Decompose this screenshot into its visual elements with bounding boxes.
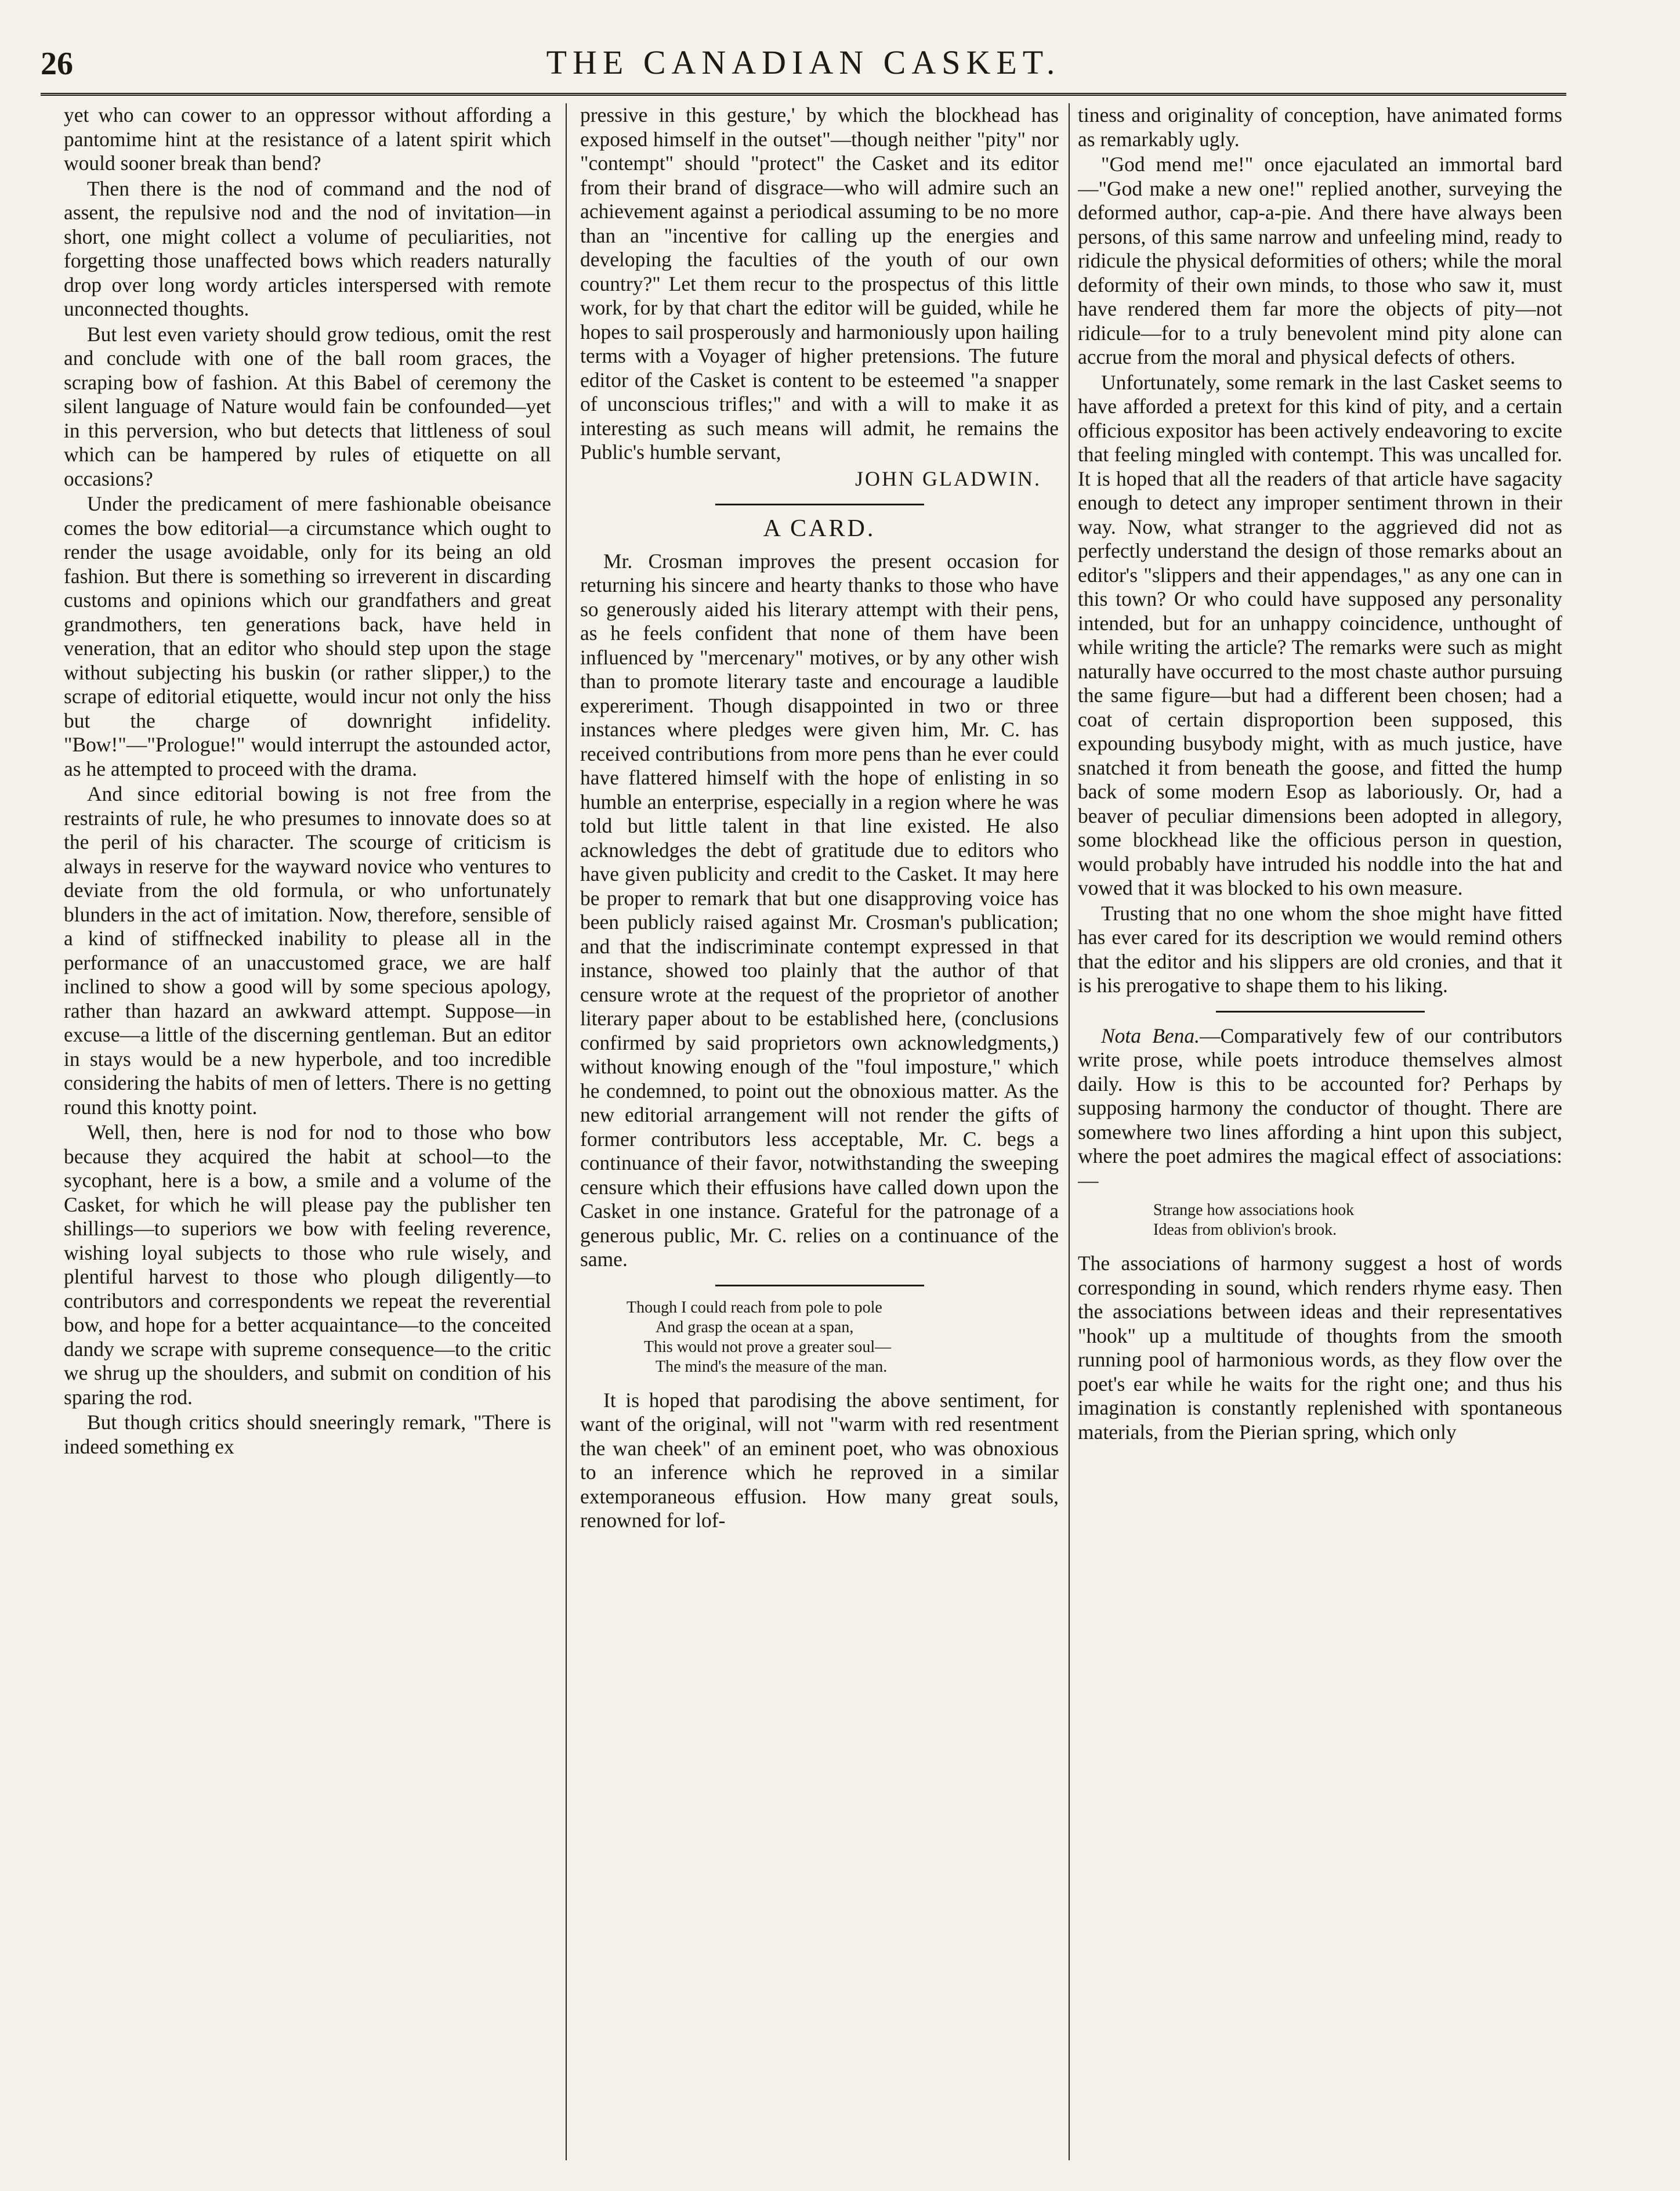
paragraph: pressive in this gesture,' by which the blockhead has exposed himself in the outset"—though neither "pity" nor "contempt" should "protect" the Casket and its editor from their brand of disgrace—who will admire such an achievement against a periodical assuming to be no more than an "incentive for calling up the energies and developing the faculties of the youth of our own country?" Let them recur to the prospectus of this little work, for by that chart the editor will be guided, while he hopes to sail prosperously and harmoniously upon hailing terms with a Voyager of higher pretensions. The future editor of the Casket is content to be esteemed "a snapper of unconscious trifles;" and with a will to make it as interesting as such means will admit, he remains the Public's humble servant, xyxy=(580,103,1059,464)
column-divider xyxy=(566,103,567,2160)
header-rule xyxy=(41,93,1566,98)
paragraph: tiness and originality of conception, have animated forms as remarkably ugly. xyxy=(1078,103,1562,151)
column-left xyxy=(64,103,551,2160)
verse-line: The mind's the measure of the man. xyxy=(656,1357,888,1376)
page-header xyxy=(41,35,1566,93)
paragraph: And since editorial bowing is not free from the restraints of rule, he who presumes to innovate does so at the peril of his character. The scourge of criticism is always in reserve for the wayward novice who ventures to deviate from the old formula, or who unfortunately blunders in the act of imitation. Now, therefore, sensible of a kind of stiffnecked inability to please all in the performance of an unaccustomed grace, we are half inclined to show a good will by some specious apology, rather than hazard an awkward attempt. Suppose—in excuse—a little of the discerning gentleman. But an editor in stays would be a new hyperbole, and too incredible considering the habits of men of letters. There is no getting round this knotty point. xyxy=(64,782,551,1119)
paragraph: Mr. Crosman improves the present occasion for returning his sincere and hearty thanks to those who have so generously aided his literary attempt with their pens, as he feels confident that none of them have been influenced by "mercenary" motives, or by any other wish than to promote literary taste and encourage a laudible expereriment. Though disappointed in two or three instances where pledges were given him, Mr. C. has received contributions from more pens than he ever could have flattered himself with the hope of enlisting in so humble an enterprise, especially in a region where he was told but little talent in that line existed. He also acknowledges the debt of gratitude due to editors who have given publicity and credit to the Casket. It may here be proper to remark that but one disapproving voice has been publicly raised against Mr. Crosman's publication; and that the indiscriminate contempt expressed in that instance, showed too plainly that the author of that censure wrote at the request of the proprietor of another literary paper about to be established here, (conclusions confirmed by said proprietors own acknowledgments,) without knowing enough of the "foul imposture," which he condemned, to point out the obnoxious matter. As the new editorial arrangement will not render the gifts of former contributors less acceptable, Mr. C. begs a continuance of their favor, notwithstanding the sweeping censure which their effusions have called down upon the Casket in one instance. Grateful for the patronage of a generous public, Mr. C. relies on a continuance of the same. xyxy=(580,549,1059,1271)
section-rule xyxy=(1216,1011,1425,1013)
paragraph-text: —Comparatively few of our contributors write prose, while poets introduce themselves almost daily. How is this to be accounted for? Perhaps by supposing harmony the conductor of thought. There are somewhere two lines affording a hint upon this subject, where the poet admires the magical effect of associations:— xyxy=(1078,1024,1562,1192)
paragraph: Trusting that no one whom the shoe might have fitted has ever cared for its description we would remind others that the editor and his slippers are old cronies, and that it is his prerogative to shape them to his liking. xyxy=(1078,901,1562,997)
verse-line: This would not prove a greater soul— xyxy=(644,1337,892,1356)
verse-line: Though I could reach from pole to pole xyxy=(627,1298,882,1317)
paragraph: It is hoped that parodising the above sentiment, for want of the original, will not "warm with red resentment the wan cheek" of an eminent poet, who was obnoxious to an inference which he reproved in a similar extemporaneous effusion. How many great souls, renowned for lof- xyxy=(580,1388,1059,1532)
paragraph: Unfortunately, some remark in the last Casket seems to have afforded a pretext for this kind of pity, and a certain officious expositor has been actively endeavoring to excite that feeling mingled with contempt. This was uncalled for. It is hoped that all the readers of that article have sagacity enough to detect any improper sentiment thrown in their way. Now, what stranger to the aggrieved did not as perfectly understand the design of those remarks about an editor's "slippers and their appendages," as any one can in this town? Or who could have supposed any personality intended, but for an unhappy coincidence, unthought of while writing the article? The remarks were such as might naturally have occurred to the most chaste author pursuing the same figure—but had a different been chosen; had a coat of certain disproportion been supposed, this expounding busybody might, with as much justice, have snatched it from beneath the goose, and fitted the hump back of some modern Esop as laboriously. Or, had a beaver of peculiar dimensions been adopted in allegory, some blockhead like the officious person in question, would probably have intruded his noddle into the hat and vowed that it was blocked to his own measure. xyxy=(1078,370,1562,899)
running-title: THE CANADIAN CASKET. xyxy=(546,44,1061,81)
column-right xyxy=(1078,103,1562,2160)
paragraph: Well, then, here is nod for nod to those who bow because they acquired the habit at school—to the sycophant, here is a bow, a smile and a volume of the Casket, for which he will please pay the publisher ten shillings—to superiors we bow with feeling reverence, wishing loyal subjects to those who rule wisely, and plentiful harvest to those who plough diligently—to contributors and correspondents we repeat the reverential bow, and hope for a better acquaintance—to the conceited dandy we scrape with supreme consequence—to the critic we shrug up the shoulders, and submit on condition of his sparing the rod. xyxy=(64,1120,551,1409)
paragraph: Under the predicament of mere fashionable obeisance comes the bow editorial—a circumstance which ought to render the usage avoidable, only for its being an old fashion. But there is something so irreverent in discarding customs and opinions which our grandfathers and great grandmothers, ten generations back, have held in veneration, that an editor who should step upon the stage without subjecting his buskin (or rather slipper,) to the scrape of editorial etiquette, would incur not only the hiss but the charge of downright infidelity. "Bow!"—"Prologue!" would interrupt the astounded actor, as he attempted to proceed with the drama. xyxy=(64,492,551,780)
paragraph: But though critics should sneeringly remark, "There is indeed something ex xyxy=(64,1411,551,1458)
verse-line: Strange how associations hook xyxy=(1153,1201,1355,1219)
paragraph: Then there is the nod of command and the nod of assent, the repulsive nod and the nod of invitation—in short, one might collect a volume of peculiarities, not forgetting those unaffected bows which readers naturally drop over long wordy articles interspersed with remote unconnected thoughts. xyxy=(64,176,551,320)
paragraph: yet who can cower to an oppressor without affording a pantomime hint at the resistance of a latent spirit which would sooner break than bend? xyxy=(64,103,551,175)
verse xyxy=(580,1298,1059,1377)
paragraph: But lest even variety should grow tedious, omit the rest and conclude with one of the ball room graces, the scraping bow of fashion. At this Babel of ceremony the silent language of Nature would fain be confounded—yet in this perversion, who but detects that littleness of soul which can be hampered by rules of etiquette on all occasions? xyxy=(64,322,551,490)
section-rule xyxy=(715,1285,924,1286)
verse-line: Ideas from oblivion's brook. xyxy=(1153,1221,1337,1239)
section-heading: A CARD. xyxy=(763,515,876,542)
page-number: 26 xyxy=(41,46,73,82)
paragraph xyxy=(1078,1024,1562,1193)
column-divider xyxy=(1069,103,1070,2160)
signature: JOHN GLADWIN. xyxy=(855,467,1041,490)
nota-bena-label: Nota Bena. xyxy=(1101,1024,1200,1047)
section-rule xyxy=(715,504,924,505)
column-middle xyxy=(580,103,1059,2160)
paragraph: "God mend me!" once ejaculated an immortal bard—"God make a new one!" replied another, surveying the deformed author, cap-a-pie. And there have always been persons, of this same narrow and unfeeling mind, ready to ridicule the physical deformities of others; while the moral deformity of their own minds, to those who saw it, must have rendered them far more the objects of pity—not ridicule—for to a truly benevolent mind pity alone can accrue from the moral and physical defects of others. xyxy=(1078,153,1562,368)
verse-line: And grasp the ocean at a span, xyxy=(656,1318,854,1336)
paragraph: The associations of harmony suggest a host of words corresponding in sound, which renders rhyme easy. Then the associations between ideas and their representatives "hook" up a multitude of thoughts from the smooth running pool of harmonious words, as they flow over the poet's ear while he waits for the right one; and thus his imagination is constantly replenished with spontaneous materials, from the Pierian spring, which only xyxy=(1078,1252,1562,1444)
verse xyxy=(1078,1201,1562,1240)
